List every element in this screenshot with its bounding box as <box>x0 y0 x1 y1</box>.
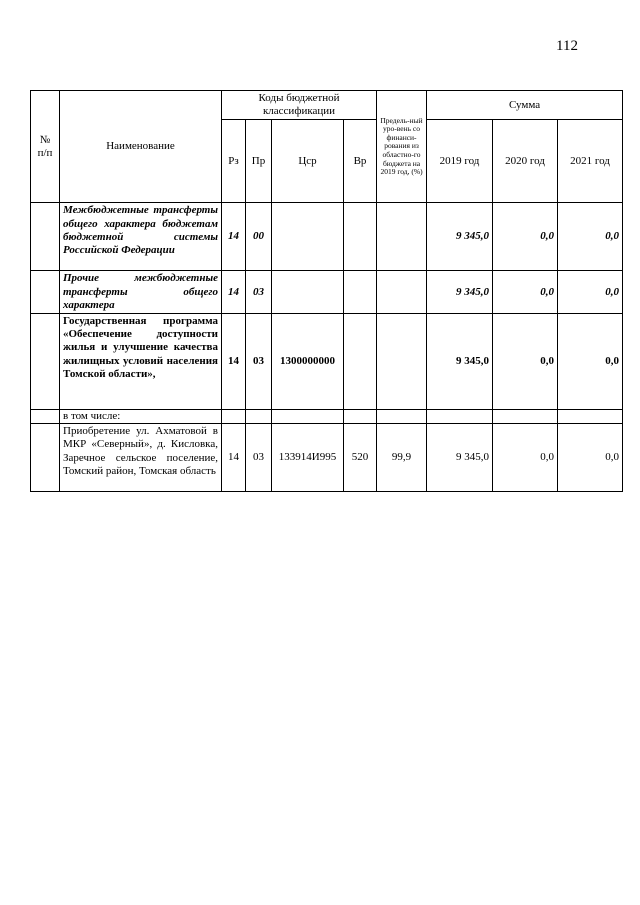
header-name: Наименование <box>60 91 222 203</box>
row-rz: 14 <box>222 313 246 409</box>
row-vr <box>344 409 377 423</box>
row-name: Межбюджетные трансферты общего характера бюджетам бюджетной системы Российской Федерации <box>60 203 222 271</box>
header-sum: Сумма <box>427 91 623 120</box>
table-row <box>31 203 623 271</box>
row-csr <box>272 203 344 271</box>
header-2019: 2019 год <box>427 120 493 203</box>
header-cofinancing: Предель-ный уро-вень со финанси-рования из областно-го бюджета на 2019 год, (%) <box>377 91 427 203</box>
row-num <box>31 313 60 409</box>
row-2020: 0,0 <box>493 313 558 409</box>
row-2019: 9 345,0 <box>427 424 493 492</box>
row-rz: 14 <box>222 424 246 492</box>
row-2020: 0,0 <box>493 271 558 314</box>
row-cofin <box>377 313 427 409</box>
row-2020 <box>493 409 558 423</box>
header-csr: Цср <box>272 120 344 203</box>
row-name: Государственная программа «Обеспечение доступности жилья и улучшение качества жилищных условий населения Томской области», <box>60 313 222 409</box>
row-pr: 03 <box>246 271 272 314</box>
row-cofin: 99,9 <box>377 424 427 492</box>
budget-table <box>30 90 623 492</box>
table-header <box>31 91 623 203</box>
header-pr: Пр <box>246 120 272 203</box>
row-cofin <box>377 203 427 271</box>
row-num <box>31 203 60 271</box>
row-name: Прочие межбюджетные трансферты общего характера <box>60 271 222 314</box>
row-pr: 03 <box>246 424 272 492</box>
row-2019 <box>427 409 493 423</box>
row-pr: 03 <box>246 313 272 409</box>
header-num: № п/п <box>31 91 60 203</box>
row-cofin <box>377 271 427 314</box>
row-num <box>31 409 60 423</box>
table-row <box>31 313 623 409</box>
row-vr: 520 <box>344 424 377 492</box>
row-2019: 9 345,0 <box>427 313 493 409</box>
row-csr <box>272 409 344 423</box>
row-2020: 0,0 <box>493 424 558 492</box>
row-2020: 0,0 <box>493 203 558 271</box>
row-2019: 9 345,0 <box>427 271 493 314</box>
header-vr: Вр <box>344 120 377 203</box>
header-budget-codes: Коды бюджетной классификации <box>222 91 377 120</box>
table-row <box>31 424 623 492</box>
header-rz: Рз <box>222 120 246 203</box>
row-vr <box>344 271 377 314</box>
row-name: Приобретение ул. Ахматовой в МКР «Северный», д. Кисловка, Заречное сельское поселение, Томский район, Томская область <box>60 424 222 492</box>
row-2021: 0,0 <box>558 313 623 409</box>
row-2021: 0,0 <box>558 271 623 314</box>
table-row <box>31 271 623 314</box>
header-2020: 2020 год <box>493 120 558 203</box>
row-rz <box>222 409 246 423</box>
row-2021 <box>558 409 623 423</box>
row-2021: 0,0 <box>558 424 623 492</box>
row-name: в том числе: <box>60 409 222 423</box>
row-csr <box>272 271 344 314</box>
row-cofin <box>377 409 427 423</box>
row-2019: 9 345,0 <box>427 203 493 271</box>
table-row <box>31 409 623 423</box>
row-csr: 1300000000 <box>272 313 344 409</box>
header-2021: 2021 год <box>558 120 623 203</box>
row-pr <box>246 409 272 423</box>
row-vr <box>344 313 377 409</box>
row-num <box>31 424 60 492</box>
row-pr: 00 <box>246 203 272 271</box>
page-number: 112 <box>556 38 578 54</box>
row-rz: 14 <box>222 203 246 271</box>
row-rz: 14 <box>222 271 246 314</box>
row-num <box>31 271 60 314</box>
row-csr: 133914И995 <box>272 424 344 492</box>
row-2021: 0,0 <box>558 203 623 271</box>
row-vr <box>344 203 377 271</box>
